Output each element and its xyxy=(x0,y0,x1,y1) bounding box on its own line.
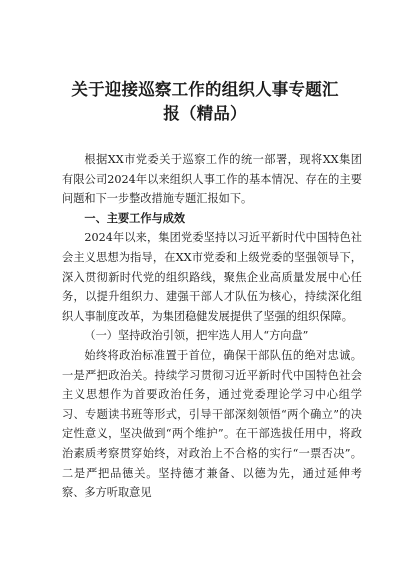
section-paragraph: 2024年以来，集团党委坚持以习近平新时代中国特色社会主义思想为指导，在XX市党委和上级党委的坚强领导下，深入贯彻新时代党的组织路线，聚焦企业高质量发展中心任务，以提升组织力、建强干部人才队伍为核心，持续深化组织人事制度改革，为集团稳健发展提供了坚强的组织保障。 xyxy=(62,231,362,323)
title-line-2: 报（精品） xyxy=(163,104,247,123)
title-line-1: 关于迎接巡察工作的组织人事专题汇 xyxy=(71,80,339,99)
section-heading: 一、主要工作与成效 xyxy=(84,211,186,225)
document-title xyxy=(0,78,410,126)
subsection-paragraph: 始终将政治标准置于首位，确保干部队伍的绝对忠诚。一是严把政治关。持续学习贯彻习近平新时代中国特色社会主义思想作为首要政治任务，通过党委理论学习中心组学习、专题读书班等形式，引导干部深刻领悟“两个确立”的决定性意义，坚决做到“两个维护”。在干部选拔任用中，将政治素质考察贯穿始终，对政治上不合格的实行“一票否决”。二是严把品德关。坚持德才兼备、以德为先，通过延伸考察、多方听取意见 xyxy=(62,348,362,500)
intro-paragraph: 根据XX市党委关于巡察工作的统一部署，现将XX集团有限公司2024年以来组织人事工作的基本情况、存在的主要问题和下一步整改措施专题汇报如下。 xyxy=(62,153,362,206)
document-body xyxy=(62,150,362,503)
subsection-heading: （一）坚持政治引领，把牢选人用人“方向盘” xyxy=(84,329,309,343)
